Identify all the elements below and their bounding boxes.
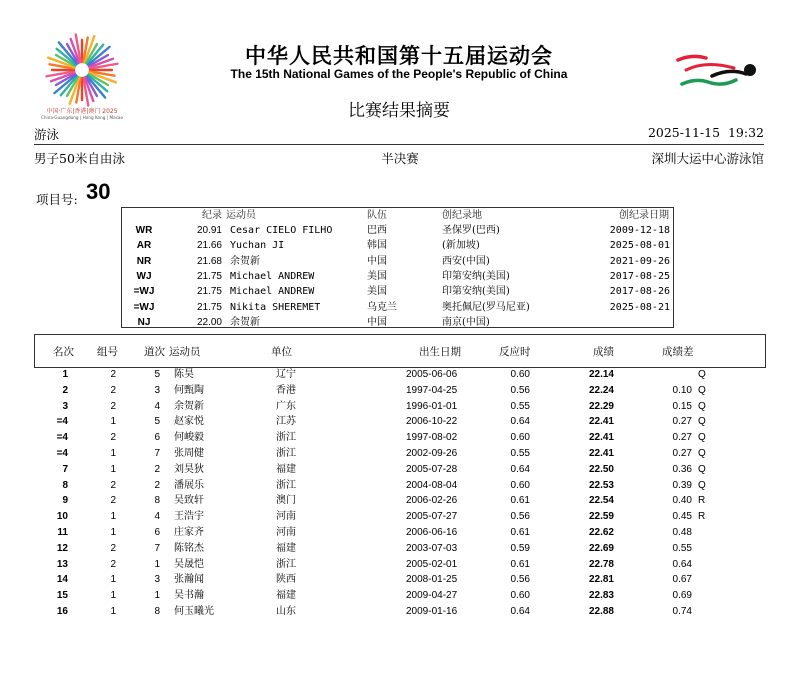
result-diff: 0.36 [672, 463, 692, 475]
result-time: 22.54 [588, 495, 614, 507]
result-dob: 2005-02-01 [406, 558, 458, 570]
result-name: 赵家悦 [174, 416, 204, 428]
result-unit: 福建 [276, 463, 296, 475]
discipline-label: 游泳 [34, 127, 60, 142]
result-dob: 2009-04-27 [406, 590, 458, 602]
result-lane: 1 [154, 558, 160, 570]
records-header-place: 创纪录地 [442, 210, 482, 221]
result-rt: 0.56 [510, 574, 530, 586]
result-name: 王浩宇 [174, 511, 204, 523]
result-q: Q [698, 369, 706, 380]
result-rt: 0.59 [510, 542, 530, 554]
result-lane: 6 [154, 432, 160, 444]
record-athlete: Michael ANDREW [230, 286, 315, 298]
result-rank: 10 [56, 511, 68, 523]
record-type: NR [136, 255, 152, 267]
result-dob: 2005-06-06 [406, 369, 458, 380]
result-rt: 0.60 [510, 432, 530, 444]
result-q: R [698, 511, 706, 523]
page-subtitle: 比赛结果摘要 [348, 101, 450, 121]
result-row [34, 493, 764, 509]
record-athlete: Yuchan JI [230, 240, 285, 252]
logo-caption: 中国·广东|香港|澳门 2025 [46, 108, 118, 115]
record-time: 21.75 [196, 301, 222, 313]
result-rank: 3 [62, 400, 68, 412]
result-diff: 0.64 [672, 558, 692, 570]
record-place: 印第安纳(美国) [442, 286, 510, 298]
result-time: 22.69 [588, 542, 614, 554]
result-rank: 9 [62, 495, 68, 507]
result-q: Q [698, 432, 706, 444]
record-time: 21.75 [196, 270, 222, 282]
record-time: 20.91 [196, 225, 222, 236]
result-rank: 8 [62, 479, 68, 491]
result-row [34, 446, 764, 462]
result-time: 22.41 [588, 416, 614, 428]
result-heat: 2 [110, 369, 116, 380]
result-dob: 2006-02-26 [406, 495, 458, 507]
record-team: 乌克兰 [367, 301, 397, 313]
result-diff: 0.27 [672, 432, 692, 444]
result-row [34, 367, 764, 383]
result-dob: 2003-07-03 [406, 542, 458, 554]
result-lane: 8 [154, 606, 160, 617]
result-row [34, 430, 764, 446]
result-q: Q [698, 479, 706, 491]
result-rank: =4 [56, 432, 68, 444]
result-lane: 6 [154, 527, 160, 538]
result-row [34, 383, 764, 399]
header-divider [34, 144, 764, 145]
result-rt: 0.56 [510, 384, 530, 396]
result-rt: 0.64 [510, 416, 530, 428]
result-row [34, 588, 764, 604]
result-unit: 广东 [276, 400, 296, 412]
result-name: 何峻毅 [174, 432, 204, 444]
result-rt: 0.64 [510, 606, 530, 617]
result-row [34, 572, 764, 588]
result-diff: 0.10 [672, 384, 692, 396]
record-team: 巴西 [367, 225, 387, 236]
record-athlete: 余贺新 [230, 255, 260, 267]
result-rt: 0.64 [510, 463, 530, 475]
result-unit: 山东 [276, 606, 296, 617]
result-lane: 7 [154, 448, 160, 459]
result-lane: 3 [154, 384, 160, 396]
result-diff: 0.15 [672, 400, 692, 412]
result-row [34, 541, 764, 557]
result-unit: 陕西 [276, 574, 296, 586]
result-row [34, 604, 764, 620]
result-time: 22.62 [588, 527, 614, 538]
result-name: 余贺新 [174, 400, 204, 412]
venue-name: 深圳大运中心游泳馆 [651, 151, 764, 166]
result-name: 陈昊 [174, 369, 194, 380]
result-unit: 浙江 [276, 558, 296, 570]
result-rank: 15 [56, 590, 68, 602]
result-dob: 2002-09-26 [406, 448, 458, 459]
record-team: 中国 [367, 316, 387, 328]
result-heat: 2 [110, 384, 116, 396]
result-heat: 1 [110, 448, 116, 459]
result-lane: 5 [154, 416, 160, 428]
results-header-athlete: 运动员 [169, 346, 201, 358]
result-lane: 4 [154, 400, 160, 412]
record-type: WR [135, 225, 153, 236]
result-diff: 0.55 [672, 542, 692, 554]
result-rt: 0.56 [510, 511, 530, 523]
result-unit: 河南 [276, 511, 296, 523]
result-name: 庄家齐 [174, 527, 204, 538]
result-row [34, 525, 764, 541]
record-time: 21.66 [196, 240, 222, 252]
result-unit: 河南 [276, 527, 296, 538]
record-athlete: Nikita SHEREMET [230, 301, 321, 313]
result-lane: 1 [154, 590, 160, 602]
records-table [121, 207, 674, 328]
record-time: 21.75 [196, 286, 222, 298]
result-rt: 0.61 [510, 495, 530, 507]
event-phase: 半决赛 [381, 151, 419, 166]
result-heat: 1 [110, 527, 116, 538]
result-unit: 福建 [276, 542, 296, 554]
result-name: 刘昊狄 [174, 463, 204, 475]
result-q: Q [698, 448, 706, 459]
result-time: 22.83 [588, 590, 614, 602]
result-name: 陈铭杰 [174, 542, 204, 554]
record-type: =WJ [133, 301, 155, 313]
result-heat: 2 [110, 542, 116, 554]
result-unit: 浙江 [276, 448, 296, 459]
result-time: 22.41 [588, 432, 614, 444]
result-dob: 1997-08-02 [406, 432, 458, 444]
result-name: 吴晟恺 [174, 558, 204, 570]
result-dob: 2005-07-27 [406, 511, 458, 523]
result-diff: 0.74 [672, 606, 692, 617]
result-time: 22.41 [588, 448, 614, 459]
result-heat: 1 [110, 590, 116, 602]
result-lane: 8 [154, 495, 160, 507]
result-time: 22.50 [588, 463, 614, 475]
result-rt: 0.60 [510, 369, 530, 380]
logo-caption-en: China·Guangdong | Hong Kong | Macao [40, 115, 124, 120]
result-heat: 1 [110, 511, 116, 523]
result-rank: 2 [62, 384, 68, 396]
record-row [122, 315, 673, 330]
record-date: 2025-08-01 [609, 240, 670, 252]
result-row [34, 399, 764, 415]
result-time: 22.14 [588, 369, 614, 380]
result-name: 张瀚闻 [174, 574, 204, 586]
record-place: (新加坡) [442, 240, 480, 252]
result-q: Q [698, 416, 706, 428]
result-heat: 2 [110, 558, 116, 570]
records-header-date: 创纪录日期 [619, 210, 669, 221]
record-row [122, 300, 673, 315]
result-lane: 7 [154, 542, 160, 554]
swimmer-icon [672, 52, 764, 92]
result-time: 22.81 [588, 574, 614, 586]
result-row [34, 462, 764, 478]
result-rank: 13 [56, 558, 68, 570]
result-time: 22.88 [588, 606, 614, 617]
result-diff: 0.27 [672, 416, 692, 428]
record-athlete: Cesar CIELO FILHO [230, 225, 333, 236]
record-row [122, 238, 673, 253]
result-heat: 1 [110, 463, 116, 475]
record-team: 美国 [367, 286, 387, 298]
result-diff: 0.67 [672, 574, 692, 586]
record-athlete: 余贺新 [230, 316, 260, 328]
result-lane: 5 [154, 369, 160, 380]
result-dob: 1997-04-25 [406, 384, 458, 396]
result-rank: 16 [56, 606, 68, 617]
result-heat: 2 [110, 495, 116, 507]
result-name: 吴书瀚 [174, 590, 204, 602]
records-header-row [122, 208, 673, 223]
record-date: 2021-09-26 [609, 255, 670, 267]
result-name: 吴致轩 [174, 495, 204, 507]
result-rank: 12 [56, 542, 68, 554]
record-row [122, 254, 673, 269]
record-place: 西安(中国) [442, 255, 490, 267]
results-header-dob: 出生日期 [419, 346, 461, 358]
result-rt: 0.55 [510, 448, 530, 459]
result-rt: 0.61 [510, 527, 530, 538]
result-rank: 1 [62, 369, 68, 380]
results-header-heat: 组号 [97, 346, 118, 358]
result-time: 22.29 [588, 400, 614, 412]
result-unit: 浙江 [276, 479, 296, 491]
record-team: 韩国 [367, 240, 387, 252]
record-row [122, 269, 673, 284]
result-heat: 2 [110, 479, 116, 491]
result-diff: 0.45 [672, 511, 692, 523]
result-dob: 2004-08-04 [406, 479, 458, 491]
record-place: 印第安纳(美国) [442, 270, 510, 282]
result-lane: 2 [154, 463, 160, 475]
page-title-en: The 15th National Games of the People's Republic of China [230, 67, 568, 81]
results-header-time: 成绩 [593, 346, 614, 358]
result-diff: 0.40 [672, 495, 692, 507]
records-header-type: 纪录 [202, 210, 222, 221]
results-header-reaction: 反应时 [499, 346, 531, 358]
event-number-label: 项目号: [36, 192, 78, 207]
record-type: AR [136, 240, 152, 252]
result-time: 22.59 [588, 511, 614, 523]
result-rank: =4 [56, 448, 68, 459]
result-rt: 0.55 [510, 400, 530, 412]
record-date: 2017-08-26 [609, 286, 670, 298]
result-heat: 1 [110, 416, 116, 428]
result-dob: 2009-01-16 [406, 606, 458, 617]
swimming-pictogram [672, 52, 764, 92]
result-dob: 2006-06-16 [406, 527, 458, 538]
record-type: =WJ [133, 286, 155, 298]
result-rank: 7 [62, 463, 68, 475]
record-row [122, 284, 673, 299]
record-time: 22.00 [196, 316, 222, 328]
result-rt: 0.60 [510, 590, 530, 602]
records-header-athlete: 运动员 [226, 210, 256, 221]
result-rt: 0.60 [510, 479, 530, 491]
result-time: 22.53 [588, 479, 614, 491]
result-unit: 江苏 [276, 416, 296, 428]
result-q: R [698, 495, 706, 507]
result-dob: 1996-01-01 [406, 400, 458, 412]
result-diff: 0.69 [672, 590, 692, 602]
record-time: 21.68 [196, 255, 222, 267]
result-rt: 0.61 [510, 558, 530, 570]
result-diff: 0.27 [672, 448, 692, 459]
report-datetime: 2025-11-15 19:32 [647, 125, 764, 140]
record-team: 中国 [367, 255, 387, 267]
result-q: Q [698, 463, 706, 475]
record-date: 2009-12-18 [609, 225, 670, 236]
record-place: 南京(中国) [442, 316, 490, 328]
result-rank: =4 [56, 416, 68, 428]
record-athlete: Michael ANDREW [230, 270, 315, 282]
record-place: 圣保罗(巴西) [442, 225, 500, 236]
result-lane: 3 [154, 574, 160, 586]
result-name: 潘展乐 [174, 479, 204, 491]
result-name: 何甄陶 [174, 384, 204, 396]
records-header-team: 队伍 [367, 210, 387, 221]
result-heat: 1 [110, 606, 116, 617]
result-q: Q [698, 400, 706, 412]
result-dob: 2008-01-25 [406, 574, 458, 586]
result-row [34, 478, 764, 494]
results-header-unit: 单位 [271, 346, 292, 358]
record-date: 2025-08-21 [609, 301, 670, 313]
result-name: 张周健 [174, 448, 204, 459]
result-rank: 11 [57, 527, 68, 538]
results-header-rank: 名次 [53, 346, 74, 358]
record-team: 美国 [367, 270, 387, 282]
result-unit: 澳门 [276, 495, 296, 507]
result-name: 何玉曦光 [174, 606, 214, 617]
result-diff: 0.48 [672, 527, 692, 538]
result-rank: 14 [56, 574, 68, 586]
result-row [34, 414, 764, 430]
result-unit: 辽宁 [276, 369, 296, 380]
results-header-box [34, 334, 766, 368]
result-diff: 0.39 [672, 479, 692, 491]
result-heat: 2 [110, 432, 116, 444]
result-time: 22.78 [588, 558, 614, 570]
record-type: NJ [137, 316, 151, 328]
result-unit: 福建 [276, 590, 296, 602]
result-lane: 4 [154, 511, 160, 523]
result-dob: 2006-10-22 [406, 416, 458, 428]
result-row [34, 557, 764, 573]
results-header-lane: 道次 [144, 346, 165, 358]
result-row [34, 509, 764, 525]
result-unit: 香港 [276, 384, 296, 396]
event-name: 男子50米自由泳 [34, 151, 125, 166]
result-time: 22.24 [588, 384, 614, 396]
event-number-value: 30 [86, 179, 111, 204]
record-date: 2017-08-25 [609, 270, 670, 282]
results-header-diff: 成绩差 [662, 346, 694, 358]
result-lane: 2 [154, 479, 160, 491]
record-type: WJ [136, 270, 152, 282]
result-q: Q [698, 384, 706, 396]
result-dob: 2005-07-28 [406, 463, 458, 475]
result-unit: 浙江 [276, 432, 296, 444]
record-place: 奥托佩尼(罗马尼亚) [442, 301, 530, 313]
result-heat: 2 [110, 400, 116, 412]
page-title: 中华人民共和国第十五届运动会 [245, 44, 553, 68]
result-heat: 1 [110, 574, 116, 586]
record-row [122, 223, 673, 238]
